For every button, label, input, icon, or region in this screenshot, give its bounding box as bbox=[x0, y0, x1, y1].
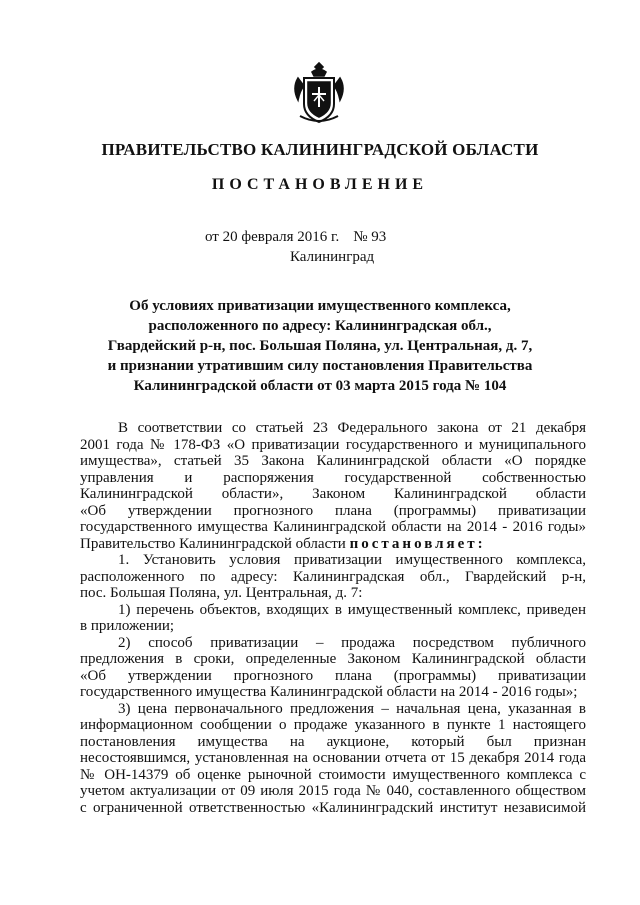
document-date-line bbox=[205, 229, 386, 246]
body-line: учетом актуализации от 09 июля 2015 года № 040, составленного обществом bbox=[80, 783, 586, 799]
body-line: пос. Большая Поляна, ул. Центральная, д. 7: bbox=[80, 585, 363, 601]
title-line: и признании утратившим силу постановления Правительства bbox=[107, 358, 533, 374]
title-line: Калининградской области от 03 марта 2015 года № 104 bbox=[133, 378, 507, 394]
body-line: «Об утверждении прогнозного плана (программы) приватизации bbox=[80, 502, 586, 519]
body-line: «Об утверждении прогнозного плана (программы) приватизации bbox=[80, 667, 586, 684]
body-line: 2) способ приватизации – продажа посредством публичного bbox=[118, 634, 586, 651]
document-number: № 93 bbox=[353, 229, 387, 245]
decree-line bbox=[80, 536, 586, 553]
title-line: Об условиях приватизации имущественного комплекса, bbox=[129, 298, 511, 314]
title-line: расположенного по адресу: Калининградская обл., bbox=[148, 318, 492, 334]
document-body bbox=[80, 420, 586, 816]
body-line: Правительство Калининградской области bbox=[80, 535, 346, 552]
body-line: имущества», статьей 35 Закона Калининградской области «О порядке bbox=[80, 453, 586, 469]
body-line: управления и распоряжения государственной собственностью bbox=[80, 469, 586, 486]
body-line: в приложении; bbox=[80, 618, 175, 634]
body-line: государственного имущества Калининградской области на 2014 - 2016 годы»; bbox=[80, 684, 578, 700]
body-line: постановления имущества на аукционе, который был признан bbox=[80, 733, 586, 750]
body-line: 3) цена первоначального предложения – начальная цена, указанная в bbox=[118, 700, 586, 717]
body-line: 2001 года № 178-ФЗ «О приватизации государственного и муниципального bbox=[80, 436, 586, 453]
body-line: расположенного по адресу: Калининградская обл., Гвардейский р-н, bbox=[80, 568, 586, 585]
coat-of-arms-emblem bbox=[290, 60, 348, 128]
document-title bbox=[80, 296, 560, 396]
title-line: Гвардейский р-н, пос. Большая Поляна, ул. Центральная, д. 7, bbox=[107, 338, 533, 354]
body-line: с ограниченной ответственностью «Калининградский институт независимой bbox=[80, 799, 586, 816]
document-city: Калининград bbox=[290, 249, 375, 265]
document-date: от 20 февраля 2016 г. bbox=[205, 229, 340, 245]
body-line: несостоявшимся, установленная на основании отчета от 15 декабря 2014 года bbox=[80, 750, 586, 766]
body-line: информационном сообщении о продаже указанного в пункте 1 настоящего bbox=[80, 717, 586, 733]
organization-name: ПРАВИТЕЛЬСТВО КАЛИНИНГРАДСКОЙ ОБЛАСТИ bbox=[101, 140, 539, 159]
body-line: предложения в сроки, определенные Законом Калининградской области bbox=[80, 651, 586, 667]
body-line: 1. Установить условия приватизации имущественного комплекса, bbox=[118, 552, 586, 568]
body-line: 1) перечень объектов, входящих в имущественный комплекс, приведен bbox=[118, 601, 586, 618]
decree-word: постановляет: bbox=[349, 535, 486, 552]
body-line: Калининградской области», Законом Калининградской области bbox=[80, 486, 586, 502]
body-line: В соответствии со статьей 23 Федерального закона от 21 декабря bbox=[118, 420, 586, 436]
body-line: № ОН-14379 об оценке рыночной стоимости имущественного комплекса с bbox=[80, 766, 586, 783]
document-type: ПОСТАНОВЛЕНИЕ bbox=[211, 176, 429, 193]
body-line: государственного имущества Калининградской области на 2014 - 2016 годы» bbox=[80, 519, 586, 535]
